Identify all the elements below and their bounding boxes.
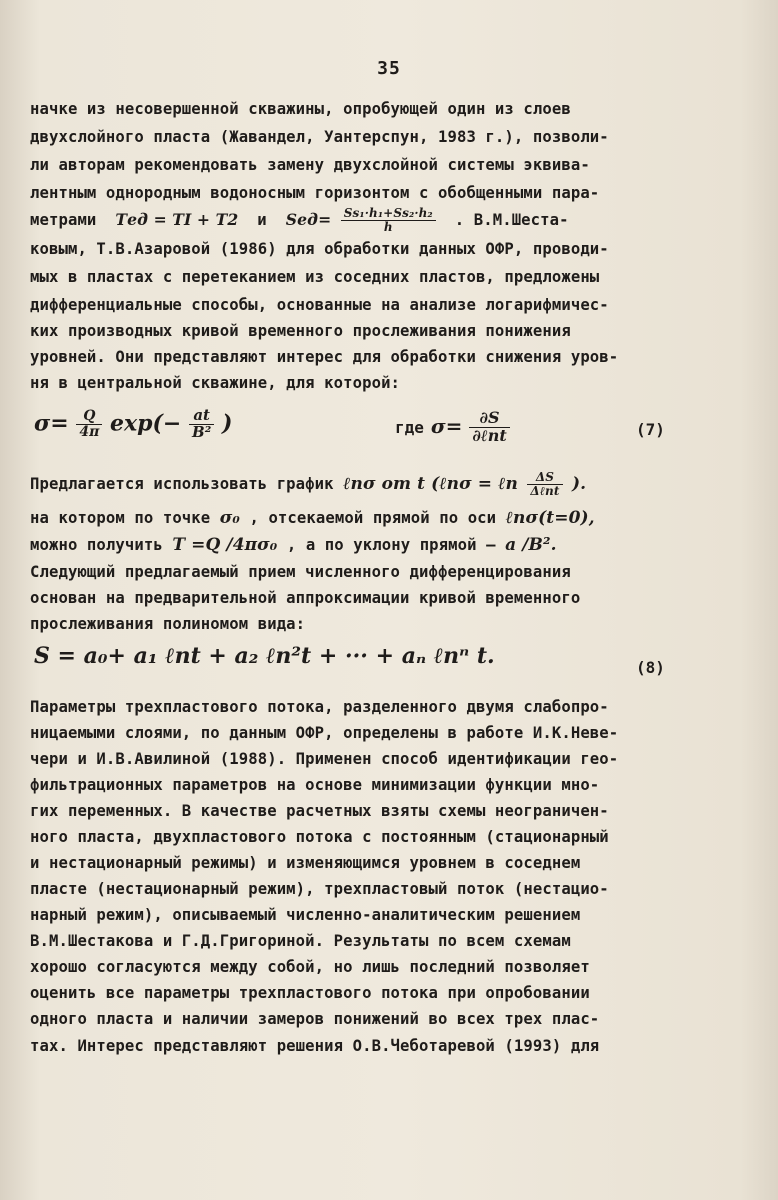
text-line: ня в центральной скважине, для которой: (30, 374, 401, 392)
s-equivalent-numerator: Ss₁·h₁+Ss₂·h₂ (341, 207, 436, 221)
equation-7-number: (7) (636, 420, 665, 439)
axis-formula: ℓnσ(t=0), (505, 508, 595, 528)
text-line: прослеживания полиномом вида: (30, 615, 306, 633)
text-line: одного пласта и наличии замеров понижений во всех трех плас- (30, 1010, 600, 1028)
four-pi-denominator: 4π (79, 423, 100, 440)
text-line: ного пласта, двухпластового потока с постоянным (стационарный (30, 828, 609, 846)
b2-denominator: B² (192, 422, 212, 441)
text-line: пласте (нестационарный режим), трехпластовый поток (нестацио- (30, 880, 609, 898)
delta-s-numerator: ΔS (527, 471, 562, 485)
where-word: где (395, 417, 424, 437)
s-equivalent-label: Sед= (285, 210, 332, 229)
text-line: оценить все параметры трехпластового потока при опробовании (30, 984, 590, 1002)
exp-close: ) (221, 410, 233, 437)
result-prefix: можно получить (30, 536, 163, 554)
equation-8-number: (8) (636, 658, 665, 677)
text-line: гих переменных. В качестве расчетных взяты схемы неограничен- (30, 802, 609, 820)
at-numerator: at (189, 408, 214, 425)
intercept-prefix: на котором по точке (30, 509, 211, 527)
text-line: В.М.Шестакова и Г.Д.Григориной. Результаты по всем схемам (30, 932, 571, 950)
text-line: ли авторам рекомендовать замену двухслойной системы эквива- (30, 156, 590, 174)
dlnt-denominator: ∂ℓnt (472, 425, 507, 445)
params-suffix: . В.М.Шеста- (454, 211, 569, 229)
equation-7-left (34, 408, 232, 441)
delta-lnt-denominator: Δℓnt (530, 484, 560, 498)
equation-7-right (395, 410, 510, 445)
text-line: двухслойного пласта (Жавандел, Уантерспун, 1983 г.), позволи- (30, 128, 609, 146)
text-line: хорошо согласуются между собой, но лишь последний позволяет (30, 958, 590, 976)
text-line: ницаемыми слоями, по данным ОФР, определены в работе И.К.Неве- (30, 724, 619, 742)
equation-8: S = a₀+ a₁ ℓnt + a₂ ℓn²t + ··· + aₙ ℓnⁿ t. (34, 643, 495, 669)
at-over-b2-fraction (189, 408, 214, 441)
params-prefix: метрами (30, 211, 97, 229)
text-line: начке из несовершенной скважины, опробующей один из слоев (30, 100, 571, 118)
text-line: и нестационарный режимы) и изменяющимся уровнем в соседнем (30, 854, 581, 872)
text-line: нарный режим), описываемый численно-аналитическим решением (30, 906, 581, 924)
sigma-zero-point: σ₀ (219, 508, 240, 528)
text-line: основан на предварительной аппроксимации кривой временного (30, 589, 581, 607)
q-over-4pi-fraction (76, 409, 102, 439)
transmissivity-formula: T =Q /4πσ₀ (172, 535, 278, 555)
result-mid: , а по уклону прямой – (286, 536, 496, 554)
text-line: Следующий предлагаемый прием численного дифференцирования (30, 563, 571, 581)
graph-prefix: Предлагается использовать график (30, 475, 334, 493)
intercept-mid: , отсекаемой прямой по оси (249, 509, 497, 527)
t-equivalent-formula: Tед = TI + T2 (115, 210, 239, 229)
q-numerator: Q (76, 409, 102, 425)
graph-formula: ℓnσ от t (ℓnσ = ℓn (343, 474, 518, 494)
sigma-definition: σ= (430, 413, 463, 438)
text-line: уровней. Они представляют интерес для обработки снижения уров- (30, 348, 619, 366)
text-line: мых в пластах с перетеканием из соседних пластов, предложены (30, 268, 600, 286)
exp-text: exp(− (110, 410, 182, 437)
intercept-line (30, 508, 750, 528)
s-equivalent-denominator: h (383, 220, 393, 234)
params-line (30, 206, 750, 234)
page-number: 35 (377, 58, 401, 79)
ds-over-dlnt-fraction (469, 410, 509, 445)
text-line: лентным однородным водоносным горизонтом с обобщенными пара- (30, 184, 600, 202)
graph-line (30, 470, 750, 498)
s-equivalent-fraction (341, 207, 436, 233)
text-line: Параметры трехпластового потока, разделенного двумя слабопро- (30, 698, 609, 716)
slope-formula: a /B². (505, 535, 557, 555)
and-word: и (257, 211, 267, 229)
text-line: фильтрационных параметров на основе минимизации функции мно- (30, 776, 600, 794)
text-line: чери и И.В.Авилиной (1988). Применен способ идентификации гео- (30, 750, 619, 768)
text-line: дифференциальные способы, основанные на анализе логарифмичес- (30, 296, 609, 314)
sigma-symbol: σ= (34, 410, 69, 437)
graph-close: ). (572, 474, 587, 494)
result-line (30, 535, 750, 555)
text-line: ких производных кривой временного прослеживания понижения (30, 322, 571, 340)
ds-numerator: ∂S (469, 410, 509, 428)
ds-dlnt-fraction (527, 471, 562, 497)
text-line: ковым, Т.В.Азаровой (1986) для обработки данных ОФР, проводи- (30, 240, 609, 258)
text-line: тах. Интерес представляют решения О.В.Чеботаревой (1993) для (30, 1037, 600, 1055)
